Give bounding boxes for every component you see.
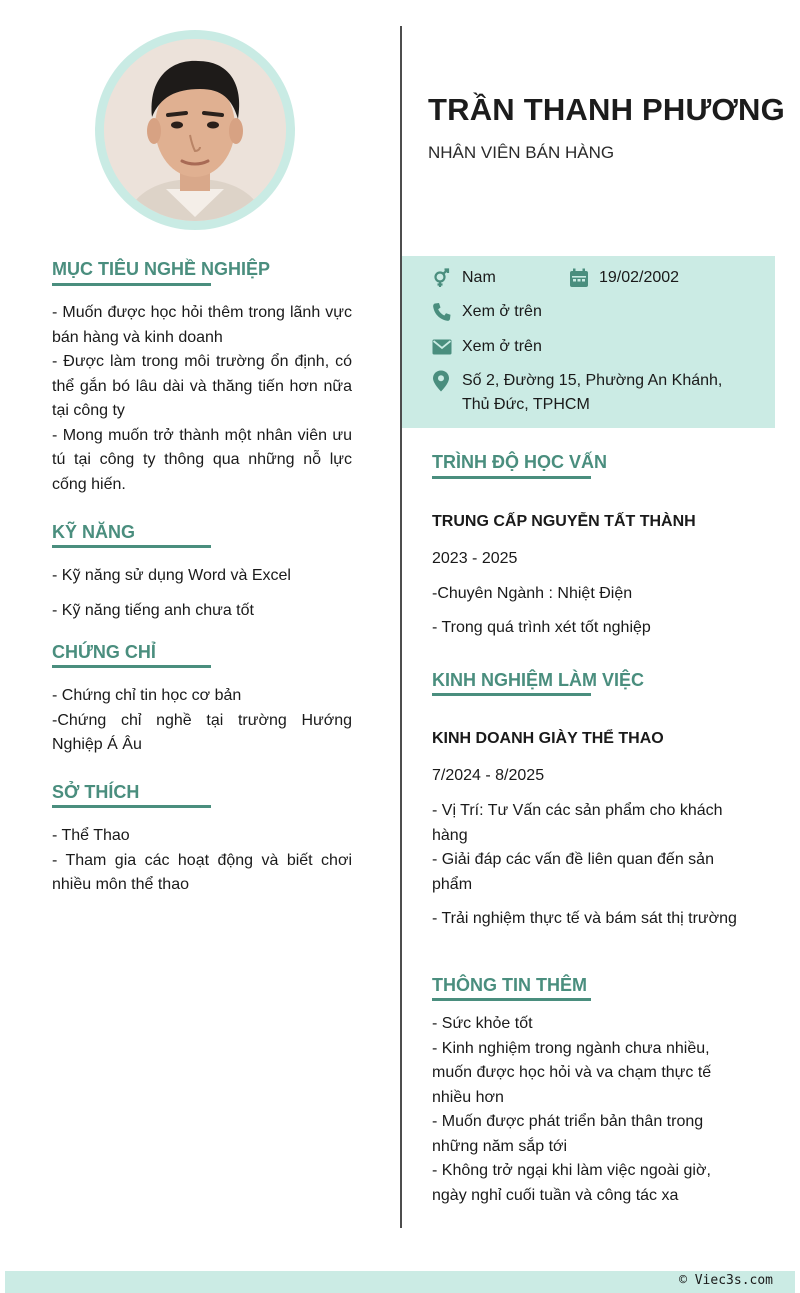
gender-value: Nam [462,269,496,286]
footer-bar [5,1271,795,1293]
skills-heading: KỸ NĂNG [52,522,136,542]
education-period: 2023 - 2025 [432,550,518,567]
address-line1: Số 2, Đường 15, Phường An Khánh, [462,372,723,389]
experience-company: KINH DOANH GIÀY THỂ THAO [432,730,664,747]
extra-underline [432,998,591,1001]
education-school: TRUNG CẤP NGUYỄN TẤT THÀNH [432,513,696,530]
location-pin-icon [432,369,462,393]
certificate-item: -Chứng chỉ nghề tại trường Hướng Nghiệp Á Âu [52,711,352,753]
objective-p2: - Được làm trong môi trường ổn định, có thể gắn bó lâu dài và thăng tiến hơn nữa tại công ty [52,353,352,419]
extra-item: - Không trở ngại khi làm việc ngoài giờ, ngày nghỉ cuối tuần và công tác xa [432,1162,711,1204]
gender-icon [432,266,462,290]
calendar-icon [569,266,599,290]
job-title: NHÂN VIÊN BÁN HÀNG [428,143,615,162]
mail-icon [432,335,462,359]
skill-item: - Kỹ năng sử dụng Word và Excel [52,567,291,584]
hobbies-list [52,824,352,898]
education-status: - Trong quá trình xét tốt nghiệp [432,619,651,636]
extra-item: - Muốn được phát triển bản thân trong những năm sắp tới [432,1113,704,1155]
experience-underline [432,693,591,696]
hobby-item: - Thể Thao [52,827,130,844]
birthdate-value: 19/02/2002 [599,269,680,286]
email-value: Xem ở trên [462,338,542,355]
phone-icon [432,300,462,324]
education-major: -Chuyên Ngành : Nhiệt Điện [432,585,633,602]
extra-heading: THÔNG TIN THÊM [432,975,587,995]
extra-item: - Kinh nghiệm trong ngành chưa nhiều, muốn được học hỏi và va chạm thực tế nhiều hơn [432,1039,712,1106]
address-line2: Thủ Đức, TPHCM [462,396,590,413]
skill-item: - Kỹ năng tiếng anh chưa tốt [52,602,254,619]
experience-item: - Giải đáp các vấn đề liên quan đến sản phẩm [432,851,714,893]
experience-period: 7/2024 - 8/2025 [432,767,545,784]
skills-underline [52,545,211,548]
certificates-underline [52,665,211,668]
hobbies-heading: SỞ THÍCH [52,782,140,802]
phone-value: Xem ở trên [462,303,542,320]
objective-p1: - Muốn được học hỏi thêm trong lãnh vực bán hàng và kinh doanh [52,304,352,346]
certificate-item: - Chứng chỉ tin học cơ bản [52,687,242,704]
avatar-portrait-icon [104,39,286,221]
objective-underline [52,283,211,286]
contact-birthdate [569,266,679,290]
footer-credit: © Viec3s.com [679,1273,773,1288]
experience-list [432,799,750,932]
hobby-item: - Tham gia các hoạt động và biết chơi nhiều môn thể thao [52,851,352,893]
avatar [104,39,286,221]
objective-heading: MỤC TIÊU NGHỀ NGHIỆP [52,259,271,279]
experience-item: - Vị Trí: Tư Vấn các sản phẩm cho khách hàng [432,802,723,844]
column-divider [400,26,402,1228]
page-title: TRẦN THANH PHƯƠNG [428,92,785,127]
contact-phone [432,300,542,324]
experience-heading: KINH NGHIỆM LÀM VIỆC [432,670,645,690]
extra-list [432,1012,750,1208]
education-heading: TRÌNH ĐỘ HỌC VẤN [432,452,607,472]
hobbies-underline [52,805,211,808]
objective-text [52,301,352,497]
objective-p3: - Mong muốn trở thành một nhân viên ưu tú tại công ty thông qua những nỗ lực cống hiến. [52,426,352,493]
certificates-list [52,684,352,758]
experience-item: - Trải nghiệm thực tế và bám sát thị trường [432,910,737,927]
contact-address [432,369,722,417]
contact-gender [432,266,496,290]
contact-email [432,335,542,359]
education-underline [432,476,591,479]
extra-item: - Sức khỏe tốt [432,1015,533,1032]
certificates-heading: CHỨNG CHỈ [52,642,156,662]
